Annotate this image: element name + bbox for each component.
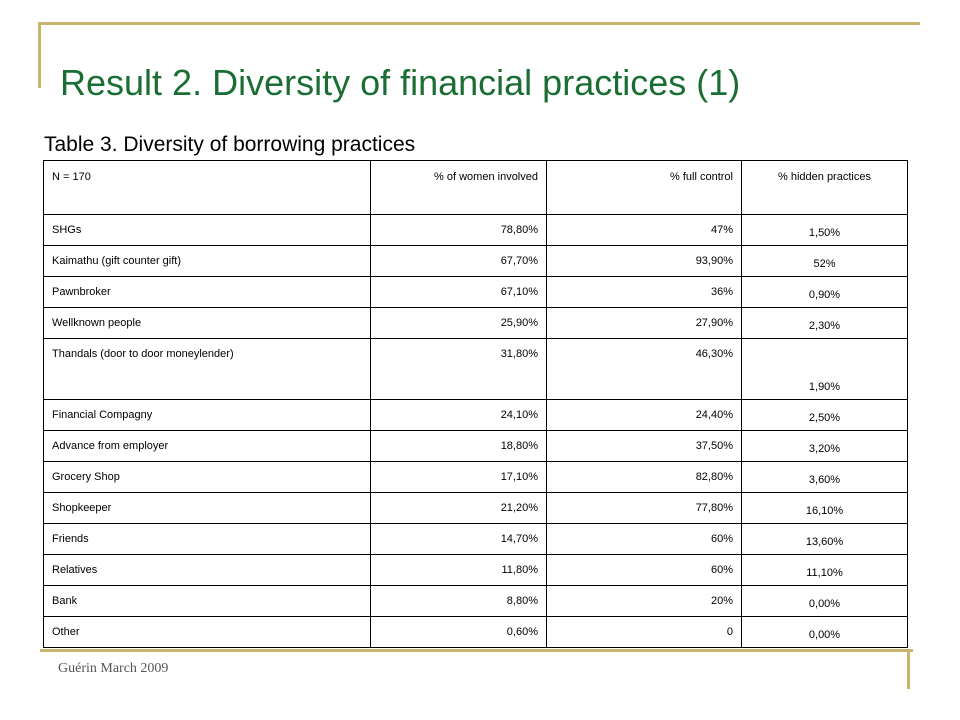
practice-cell: Financial Compagny — [44, 400, 371, 431]
involved-cell: 17,10% — [371, 462, 547, 493]
practice-cell: Friends — [44, 524, 371, 555]
table-row — [44, 400, 908, 431]
practice-cell: Wellknown people — [44, 308, 371, 339]
practice-cell: Relatives — [44, 555, 371, 586]
full-control-cell: 47% — [547, 215, 742, 246]
involved-cell: 11,80% — [371, 555, 547, 586]
full-control-cell: 82,80% — [547, 462, 742, 493]
table-row — [44, 277, 908, 308]
hidden-cell: 1,90% — [742, 339, 908, 400]
table-row — [44, 617, 908, 648]
header-women-involved: % of women involved — [371, 161, 547, 215]
involved-cell: 31,80% — [371, 339, 547, 400]
full-control-cell: 24,40% — [547, 400, 742, 431]
hidden-cell: 0,00% — [742, 617, 908, 648]
header-sample-size: N = 170 — [44, 161, 371, 215]
practice-cell: Bank — [44, 586, 371, 617]
practice-cell: Advance from employer — [44, 431, 371, 462]
table-row — [44, 431, 908, 462]
full-control-cell: 37,50% — [547, 431, 742, 462]
full-control-cell: 60% — [547, 555, 742, 586]
hidden-cell: 0,90% — [742, 277, 908, 308]
full-control-cell: 77,80% — [547, 493, 742, 524]
full-control-cell: 36% — [547, 277, 742, 308]
full-control-cell: 46,30% — [547, 339, 742, 400]
practice-cell: Kaimathu (gift counter gift) — [44, 246, 371, 277]
practice-cell: Thandals (door to door moneylender) — [44, 339, 371, 400]
involved-cell: 67,10% — [371, 277, 547, 308]
left-decorative-rule — [38, 22, 41, 88]
hidden-cell: 52% — [742, 246, 908, 277]
hidden-cell: 16,10% — [742, 493, 908, 524]
involved-cell: 0,60% — [371, 617, 547, 648]
header-full-control: % full control — [547, 161, 742, 215]
footer-author-date: Guérin March 2009 — [58, 661, 169, 676]
page-title: Result 2. Diversity of financial practices (1) — [60, 62, 741, 103]
right-decorative-rule — [907, 649, 910, 689]
full-control-cell: 93,90% — [547, 246, 742, 277]
involved-cell: 67,70% — [371, 246, 547, 277]
borrowing-practices-table — [43, 160, 908, 648]
table-row — [44, 308, 908, 339]
table-row — [44, 246, 908, 277]
full-control-cell: 0 — [547, 617, 742, 648]
table-row — [44, 462, 908, 493]
table-caption: Table 3. Diversity of borrowing practices — [44, 133, 416, 156]
practice-cell: Pawnbroker — [44, 277, 371, 308]
hidden-cell: 2,30% — [742, 308, 908, 339]
top-decorative-rule — [40, 22, 920, 25]
table-row — [44, 493, 908, 524]
table-row — [44, 215, 908, 246]
hidden-cell: 13,60% — [742, 524, 908, 555]
practice-cell: Grocery Shop — [44, 462, 371, 493]
full-control-cell: 20% — [547, 586, 742, 617]
full-control-cell: 27,90% — [547, 308, 742, 339]
hidden-cell: 0,00% — [742, 586, 908, 617]
involved-cell: 24,10% — [371, 400, 547, 431]
practice-cell: SHGs — [44, 215, 371, 246]
involved-cell: 25,90% — [371, 308, 547, 339]
table-row — [44, 586, 908, 617]
involved-cell: 8,80% — [371, 586, 547, 617]
practice-cell: Shopkeeper — [44, 493, 371, 524]
table-row — [44, 555, 908, 586]
involved-cell: 78,80% — [371, 215, 547, 246]
hidden-cell: 2,50% — [742, 400, 908, 431]
hidden-cell: 3,20% — [742, 431, 908, 462]
hidden-cell: 3,60% — [742, 462, 908, 493]
hidden-cell: 11,10% — [742, 555, 908, 586]
involved-cell: 14,70% — [371, 524, 547, 555]
involved-cell: 18,80% — [371, 431, 547, 462]
hidden-cell: 1,50% — [742, 215, 908, 246]
practice-cell: Other — [44, 617, 371, 648]
involved-cell: 21,20% — [371, 493, 547, 524]
header-hidden-practices: % hidden practices — [742, 161, 908, 215]
bottom-decorative-rule — [40, 649, 913, 652]
table-header-row — [44, 161, 908, 215]
table-row — [44, 524, 908, 555]
table-row — [44, 339, 908, 400]
full-control-cell: 60% — [547, 524, 742, 555]
